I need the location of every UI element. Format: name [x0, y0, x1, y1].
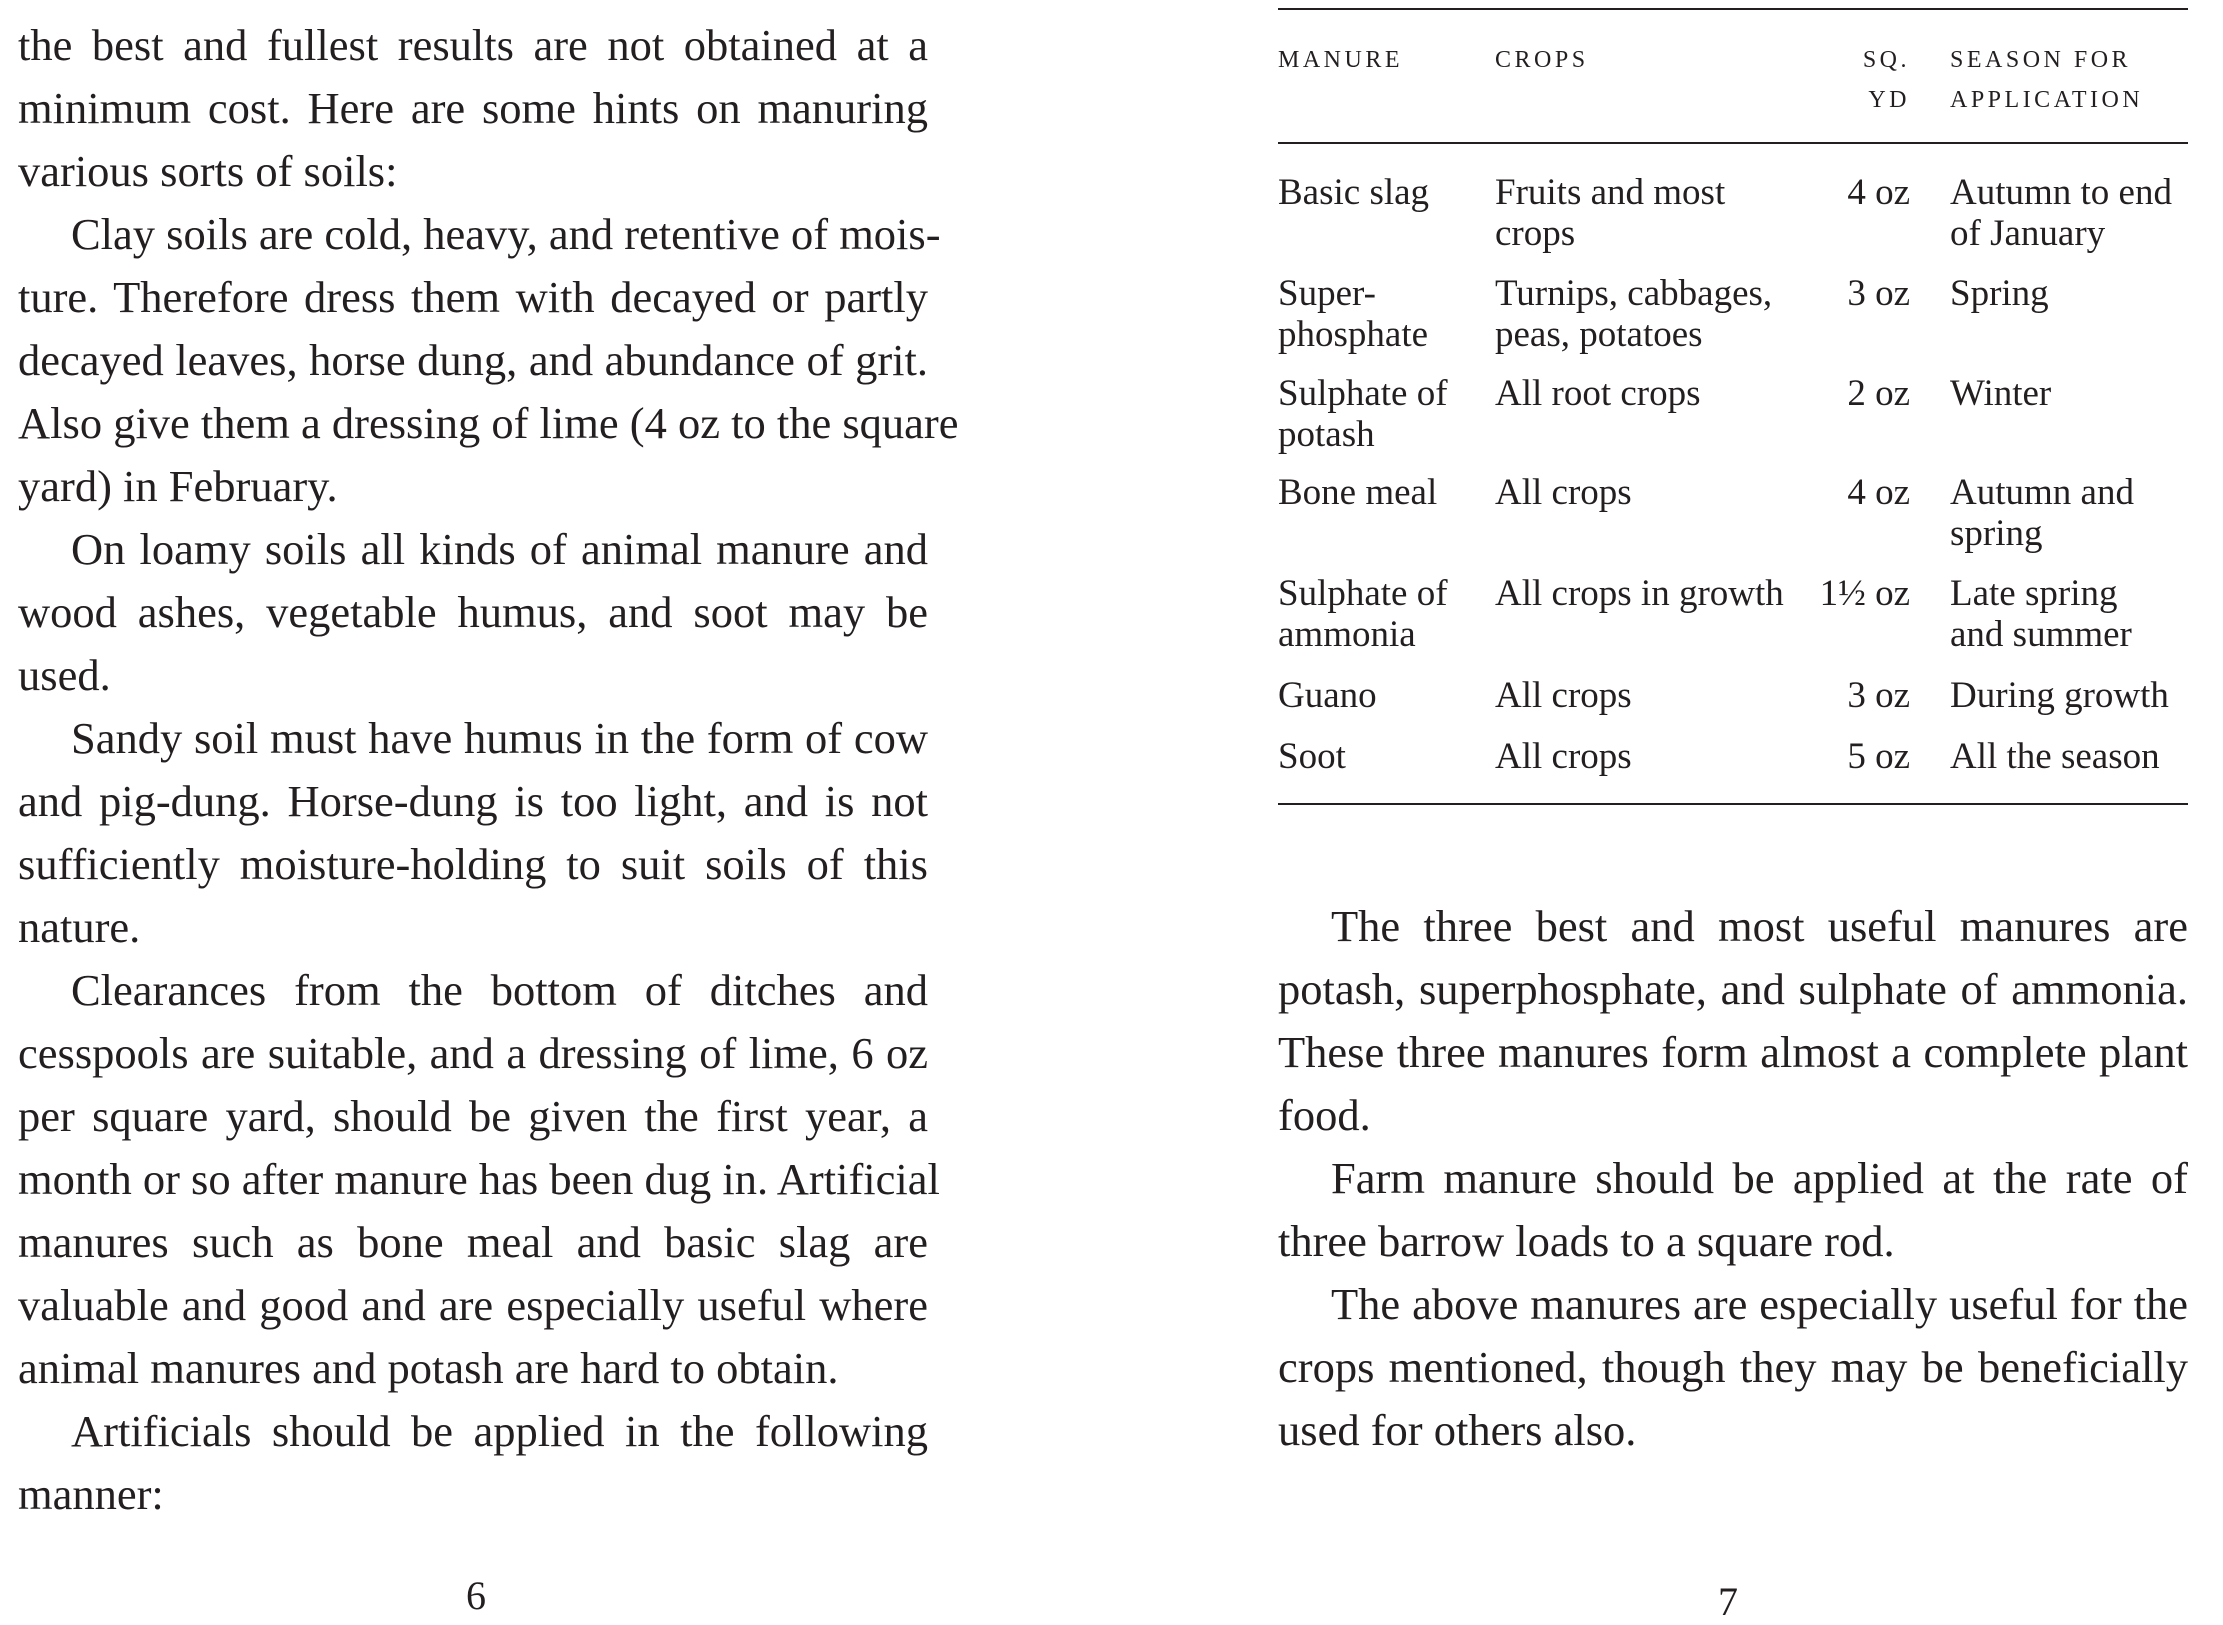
left-paragraph-2-line-1: Clay soils are cold, heavy, and retentive of mois- — [71, 209, 941, 259]
left-paragraph-6-line-1: Artificials should be applied in the following — [71, 1406, 928, 1456]
row-4-season: Autumn and — [1950, 472, 2134, 513]
right-paragraph-1-line-4: food. — [1278, 1090, 1371, 1140]
row-5-crops: All crops in growth — [1495, 573, 1784, 614]
left-paragraph-2-line-5: yard) in February. — [18, 461, 338, 511]
page-number-left: 6 — [466, 1573, 486, 1618]
row-4-season: spring — [1950, 513, 2043, 554]
row-1-crops: Fruits and most — [1495, 172, 1726, 213]
header-crops: CROPS — [1495, 47, 1589, 73]
row-6-manure: Guano — [1278, 675, 1377, 716]
right-paragraph-2-line-1: Farm manure should be applied at the rate of — [1331, 1153, 2188, 1203]
left-paragraph-2-line-3: decayed leaves, horse dung, and abundance of grit. — [18, 335, 928, 385]
row-2-rate: 3 oz — [1847, 273, 1910, 314]
row-7-manure: Soot — [1278, 736, 1346, 777]
left-paragraph-5-line-6: valuable and good and are especially useful where — [18, 1280, 928, 1330]
left-paragraph-5-line-2: cesspools are suitable, and a dressing of lime, 6 oz — [18, 1028, 928, 1078]
row-5-rate: 1½ oz — [1819, 573, 1910, 614]
left-paragraph-5-line-5: manures such as bone meal and basic slag are — [18, 1217, 928, 1267]
left-paragraph-5-line-4: month or so after manure has been dug in. Artificial — [18, 1154, 940, 1204]
right-paragraph-3-line-2: crops mentioned, though they may be beneficially — [1278, 1342, 2188, 1392]
left-paragraph-4-line-1: Sandy soil must have humus in the form of cow — [71, 713, 928, 763]
left-paragraph-3-line-1: On loamy soils all kinds of animal manure and — [71, 524, 928, 574]
right-paragraph-1-line-2: potash, superphosphate, and sulphate of ammonia. — [1278, 964, 2188, 1014]
left-paragraph-4-line-3: sufficiently moisture-holding to suit soils of this — [18, 839, 928, 889]
row-3-rate: 2 oz — [1847, 373, 1910, 414]
right-paragraph-2-line-2: three barrow loads to a square rod. — [1278, 1216, 1895, 1266]
manure-table — [1278, 0, 2188, 810]
left-paragraph-1-line-1: the best and fullest results are not obtained at a — [18, 20, 928, 70]
right-paragraph-1-line-3: These three manures form almost a complete plant — [1278, 1027, 2188, 1077]
row-2-manure: Super- — [1278, 273, 1376, 314]
left-paragraph-3-line-3: used. — [18, 650, 111, 700]
row-3-season: Winter — [1950, 373, 2052, 414]
row-5-manure: ammonia — [1278, 614, 1416, 655]
row-1-manure: Basic slag — [1278, 172, 1430, 213]
row-6-crops: All crops — [1495, 675, 1632, 716]
row-1-season: of January — [1950, 213, 2106, 254]
row-4-manure: Bone meal — [1278, 472, 1438, 513]
header-manure: MANURE — [1278, 47, 1404, 73]
left-paragraph-4-line-4: nature. — [18, 902, 141, 952]
left-paragraph-1-line-3: various sorts of soils: — [18, 146, 398, 196]
row-4-rate: 4 oz — [1847, 472, 1910, 513]
row-2-manure: phosphate — [1278, 314, 1429, 355]
row-3-manure: potash — [1278, 414, 1375, 455]
left-paragraph-3-line-2: wood ashes, vegetable humus, and soot may be — [18, 587, 928, 637]
header-sq-yd-line1: SQ. — [1862, 47, 1910, 73]
row-6-rate: 3 oz — [1847, 675, 1910, 716]
left-paragraph-4-line-2: and pig-dung. Horse-dung is too light, and is not — [18, 776, 928, 826]
row-5-manure: Sulphate of — [1278, 573, 1448, 614]
right-paragraph-3-line-1: The above manures are especially useful for the — [1331, 1279, 2188, 1329]
left-paragraph-5-line-7: animal manures and potash are hard to obtain. — [18, 1343, 839, 1393]
page-number-right: 7 — [1718, 1579, 1738, 1624]
row-7-crops: All crops — [1495, 736, 1632, 777]
row-4-crops: All crops — [1495, 472, 1632, 513]
left-paragraph-6-line-2: manner: — [18, 1469, 164, 1519]
row-2-season: Spring — [1950, 273, 2049, 314]
row-2-crops: peas, potatoes — [1495, 314, 1703, 355]
header-season-line2: APPLICATION — [1950, 87, 2144, 113]
row-6-season: During growth — [1950, 675, 2169, 716]
left-paragraph-5-line-3: per square yard, should be given the first year, a — [18, 1091, 928, 1141]
left-paragraph-2-line-2: ture. Therefore dress them with decayed or partly — [18, 272, 928, 322]
row-3-crops: All root crops — [1495, 373, 1701, 414]
row-7-rate: 5 oz — [1847, 736, 1910, 777]
right-paragraph-3-line-3: used for others also. — [1278, 1405, 1637, 1455]
row-5-season: and summer — [1950, 614, 2132, 655]
right-paragraph-1-line-1: The three best and most useful manures are — [1331, 901, 2188, 951]
row-3-manure: Sulphate of — [1278, 373, 1448, 414]
left-paragraph-2-line-4: Also give them a dressing of lime (4 oz to the square — [18, 398, 959, 448]
left-paragraph-5-line-1: Clearances from the bottom of ditches and — [71, 965, 928, 1015]
row-2-crops: Turnips, cabbages, — [1495, 273, 1773, 314]
row-1-crops: crops — [1495, 213, 1576, 254]
row-1-rate: 4 oz — [1847, 172, 1910, 213]
left-paragraph-1-line-2: minimum cost. Here are some hints on manuring — [18, 83, 928, 133]
row-7-season: All the season — [1950, 736, 2160, 777]
header-sq-yd-line2: YD — [1868, 87, 1910, 113]
row-5-season: Late spring — [1950, 573, 2118, 614]
row-1-season: Autumn to end — [1950, 172, 2172, 213]
header-season-line1: SEASON FOR — [1950, 47, 2132, 73]
